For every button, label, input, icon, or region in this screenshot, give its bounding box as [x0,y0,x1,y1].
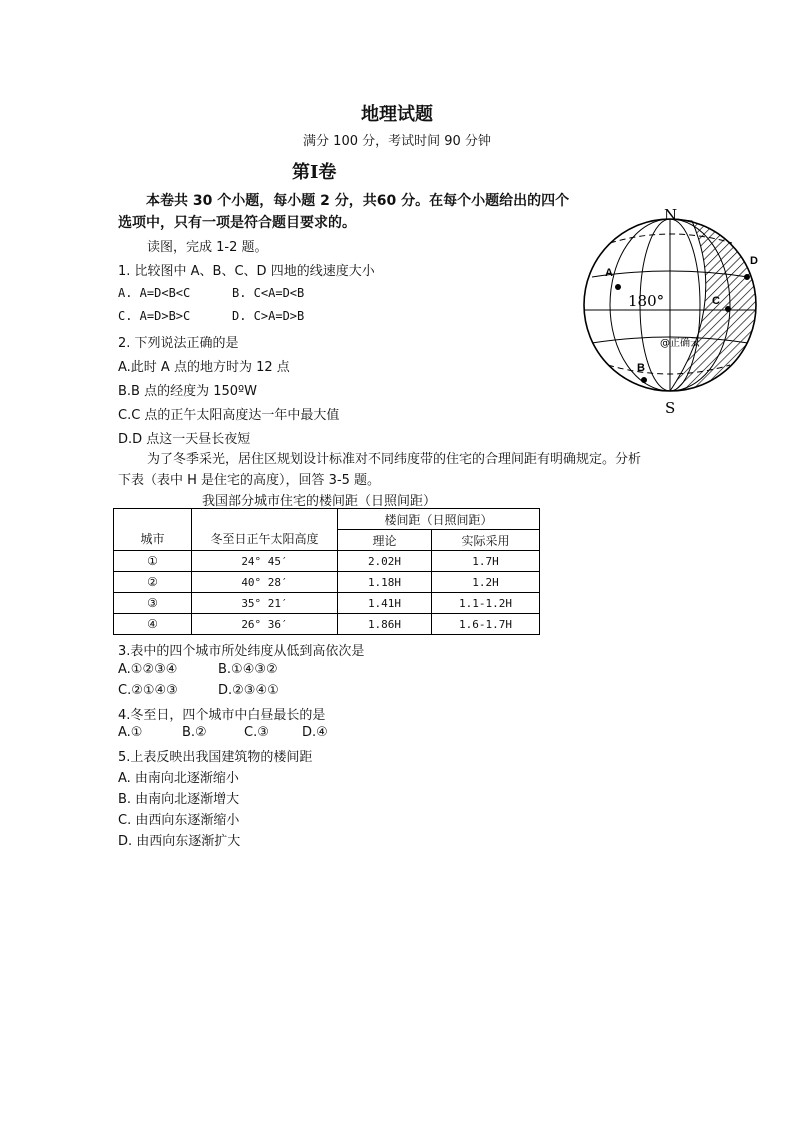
q1-option-a: A. A=D<B<C [118,286,191,300]
header-sun-altitude: 冬至日正午太阳高度 [192,509,338,551]
cell-theory: 1.18H [338,572,432,593]
cell-actual: 1.7H [432,551,540,572]
instruction-line-2: 选项中，只有一项是符合题目要求的。 [118,215,356,231]
longitude-label: 180° [628,292,665,310]
q4-option-d: D.④ [302,725,328,740]
section2-intro-2: 下表（表中 H 是住宅的高度），回答 3-5 题。 [118,473,381,488]
point-a-marker [615,284,621,290]
table-header-row [114,509,540,530]
q4-stem: 4.冬至日，四个城市中白昼最长的是 [118,708,326,723]
point-b-marker [641,377,647,383]
header-spacing: 楼间距（日照间距） [338,509,540,530]
point-a-label: A [605,267,613,279]
q2-option-b: B.B 点的经度为 150ºW [118,384,258,399]
table-row [114,551,540,572]
table-row [114,593,540,614]
cell-city: ④ [114,614,192,635]
section2-intro-1: 为了冬季采光，居住区规划设计标准对不同纬度带的住宅的合理间距有明确规定。分析 [147,452,642,467]
cell-actual: 1.2H [432,572,540,593]
q2-option-c: C.C 点的正午太阳高度达一年中最大值 [118,408,340,423]
table-title: 我国部分城市住宅的楼间距（日照间距） [202,494,437,509]
cell-theory: 2.02H [338,551,432,572]
section1-intro: 读图，完成 1-2 题。 [147,240,268,255]
cell-city: ② [114,572,192,593]
cell-sun-altitude: 40° 28′ [192,572,338,593]
watermark: @正确云 [660,338,700,349]
header-theory: 理论 [338,530,432,551]
cell-actual: 1.6-1.7H [432,614,540,635]
q1-option-b: B. C<A=D<B [232,286,305,300]
q3-stem: 3.表中的四个城市所处纬度从低到高依次是 [118,644,365,659]
header-city: 城市 [114,509,192,551]
north-label: N [664,206,678,224]
instruction-line-1: 本卷共 30 个小题，每小题 2 分，共60 分。在每个小题给出的四个 [146,193,570,209]
cell-sun-altitude: 35° 21′ [192,593,338,614]
cell-theory: 1.86H [338,614,432,635]
header-actual: 实际采用 [432,530,540,551]
cell-theory: 1.41H [338,593,432,614]
cell-city: ① [114,551,192,572]
exam-subtitle: 满分 100 分，考试时间 90 分钟 [303,134,491,149]
south-label: S [665,399,676,415]
point-c-label: C [712,295,720,307]
point-d-label: D [750,255,758,267]
q5-option-a: A. 由南向北逐渐缩小 [118,771,239,786]
cell-sun-altitude: 24° 45′ [192,551,338,572]
q2-option-a: A.此时 A 点的地方时为 12 点 [118,360,290,375]
globe-diagram [580,205,760,415]
q1-stem: 1. 比较图中 A、B、C、D 四地的线速度大小 [118,264,375,279]
page-title: 地理试题 [361,104,433,125]
q5-option-c: C. 由西向东逐渐缩小 [118,813,240,828]
volume-heading: 第Ⅰ卷 [292,162,337,183]
q3-option-c: C.②①④③ [118,683,178,698]
q4-option-c: C.③ [244,725,269,740]
cell-sun-altitude: 26° 36′ [192,614,338,635]
spacing-table [113,508,540,635]
q2-stem: 2. 下列说法正确的是 [118,336,239,351]
q5-option-d: D. 由西向东逐渐扩大 [118,834,241,849]
q1-option-d: D. C>A=D>B [232,309,305,323]
q4-option-a: A.① [118,725,143,740]
table-row [114,614,540,635]
q3-option-a: A.①②③④ [118,662,178,677]
q3-option-d: D.②③④① [218,683,279,698]
q5-option-b: B. 由南向北逐渐增大 [118,792,240,807]
q4-option-b: B.② [182,725,207,740]
point-d-marker [744,274,750,280]
point-c-marker [725,306,731,312]
table-row [114,572,540,593]
q5-stem: 5.上表反映出我国建筑物的楼间距 [118,750,313,765]
cell-city: ③ [114,593,192,614]
point-b-label: B [637,362,645,374]
q3-option-b: B.①④③② [218,662,278,677]
q2-option-d: D.D 点这一天昼长夜短 [118,432,251,447]
cell-actual: 1.1-1.2H [432,593,540,614]
q1-option-c: C. A=D>B>C [118,309,191,323]
